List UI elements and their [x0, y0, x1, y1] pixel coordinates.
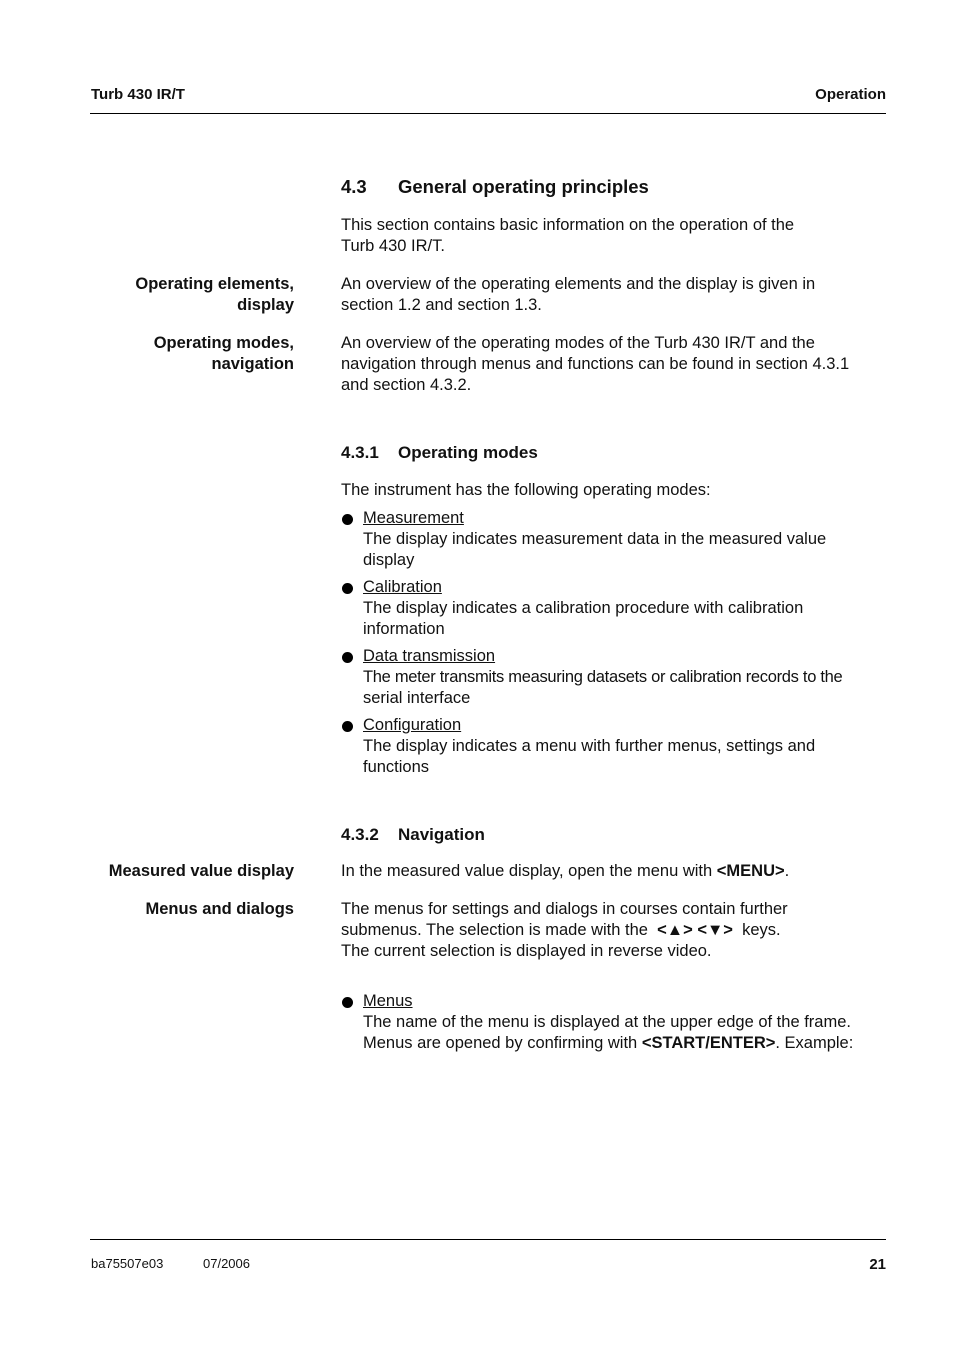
list-item-calibration [341, 577, 889, 640]
side-label-menus-dialogs: Menus and dialogs [145, 900, 294, 918]
list-item-line: The display indicates a calibration procedure with calibration [363, 599, 804, 617]
list-item-line: The display indicates a menu with further menus, settings and [363, 737, 816, 755]
subsection-title: Operating modes [398, 443, 538, 462]
text-line: The menus for settings and dialogs in courses contain further [341, 900, 788, 918]
footer-date: 07/2006 [203, 1256, 250, 1271]
list-item-line: The name of the menu is displayed at the upper edge of the frame. [363, 1013, 851, 1031]
bullet-icon [342, 583, 353, 594]
measured-value-display-text [341, 861, 889, 882]
list-item-title: Measurement [363, 509, 464, 527]
list-item-line: The meter transmits measuring datasets or calibration records to the [363, 668, 843, 686]
page-number: 21 [869, 1256, 886, 1273]
list-item-line: functions [363, 758, 430, 776]
footer-rule [90, 1239, 886, 1240]
footer-doc-id: ba75507e03 [91, 1256, 164, 1271]
text-segment: In the measured value display, open the menu with [341, 862, 717, 880]
section-intro [341, 215, 889, 257]
menu-key: <MENU> [716, 862, 785, 880]
section-number: 4.3 [341, 176, 367, 197]
section-intro-line: Turb 430 IR/T. [341, 237, 445, 255]
list-item-title: Calibration [363, 578, 442, 596]
operating-elements-text [341, 274, 889, 316]
section-intro-line: This section contains basic information on the operation of the [341, 216, 795, 234]
subsection-heading-operating-modes [341, 443, 538, 463]
side-label-line: display [237, 296, 294, 314]
start-enter-key: <START/ENTER> [641, 1034, 776, 1052]
list-item-line: serial interface [363, 689, 471, 707]
list-item-title: Configuration [363, 716, 462, 734]
side-label-operating-modes [64, 333, 294, 375]
text-segment: submenus. The selection is made with the [341, 921, 658, 939]
subsection-number: 4.3.1 [341, 443, 379, 462]
text-line: An overview of the operating modes of the Turb 430 IR/T and the [341, 334, 815, 352]
subsection-title: Navigation [398, 825, 485, 844]
text-line: section 1.2 and section 1.3. [341, 296, 542, 314]
list-item-data-transmission [341, 646, 889, 709]
section-heading [341, 176, 649, 198]
bullet-icon [342, 997, 353, 1008]
list-item-menus [341, 991, 889, 1054]
text-line [341, 920, 889, 941]
text-segment: Menus are opened by confirming with [363, 1034, 642, 1052]
side-label-line: Operating modes, [153, 334, 294, 352]
list-item-line: display [363, 551, 415, 569]
list-item-measurement [341, 508, 889, 571]
bullet-icon [342, 652, 353, 663]
text-segment: . [784, 862, 790, 880]
header-chapter: Operation [815, 86, 886, 103]
list-item-line: information [363, 620, 445, 638]
bullet-icon [342, 721, 353, 732]
side-label-line: navigation [211, 355, 294, 373]
up-key: <▲> [657, 921, 693, 939]
side-label-measured-value-display: Measured value display [108, 862, 294, 880]
section-title: General operating principles [398, 176, 649, 197]
list-item-title: Data transmission [363, 647, 496, 665]
subsection-number: 4.3.2 [341, 825, 379, 844]
header-title: Turb 430 IR/T [91, 86, 185, 103]
bullet-icon [342, 514, 353, 525]
text-line: The current selection is displayed in reverse video. [341, 942, 712, 960]
side-label-line: Operating elements, [135, 275, 294, 293]
header-rule [90, 113, 886, 114]
side-label-operating-elements [64, 274, 294, 316]
operating-modes-text [341, 333, 889, 396]
text-line: navigation through menus and functions can be found in section 4.3.1 [341, 355, 850, 373]
text-line: and section 4.3.2. [341, 376, 472, 394]
list-item-line [363, 1033, 889, 1054]
down-key: <▼> [697, 921, 733, 939]
subsection-heading-navigation [341, 825, 485, 845]
list-item-line: The display indicates measurement data in the measured value [363, 530, 827, 548]
text-line: An overview of the operating elements and the display is given in [341, 275, 816, 293]
list-item-configuration [341, 715, 889, 778]
text-segment: keys. [732, 921, 781, 939]
modes-intro: The instrument has the following operating modes: [341, 481, 711, 499]
text-segment: . Example: [775, 1034, 854, 1052]
menus-dialogs-text [341, 899, 889, 962]
list-item-title: Menus [363, 992, 413, 1010]
